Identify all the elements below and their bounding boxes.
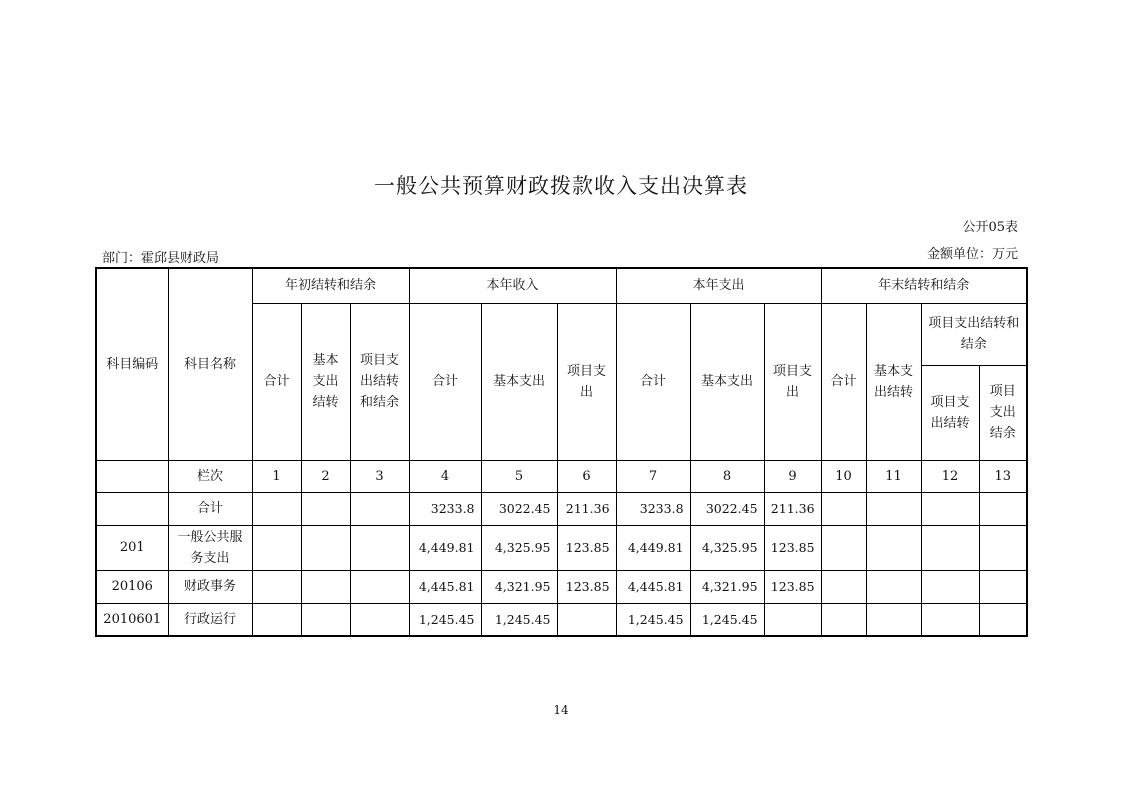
cell: 1,245.45 <box>481 603 557 636</box>
cell <box>866 525 921 570</box>
col-num: 8 <box>690 460 764 492</box>
col-num: 9 <box>764 460 821 492</box>
cell: 4,321.95 <box>481 570 557 603</box>
col-num: 3 <box>350 460 409 492</box>
h-closing-project-group: 项目支出结转和结余 <box>921 303 1027 365</box>
cell <box>252 570 301 603</box>
header-row-1 <box>96 268 1027 303</box>
header-group-closing: 年末结转和结余 <box>821 268 1027 303</box>
cell: 3233.8 <box>616 492 690 525</box>
department-label: 部门：霍邱县财政局 <box>102 251 220 266</box>
h-expense-total: 合计 <box>616 303 690 460</box>
cell <box>301 525 350 570</box>
cell <box>821 603 866 636</box>
cell <box>764 603 821 636</box>
cell: 3022.45 <box>481 492 557 525</box>
row-code: 20106 <box>96 570 168 603</box>
col-num: 13 <box>979 460 1027 492</box>
table-row <box>96 603 1027 636</box>
cell <box>252 492 301 525</box>
cell <box>921 570 979 603</box>
col-num: 4 <box>409 460 481 492</box>
cell <box>821 570 866 603</box>
col-num: 10 <box>821 460 866 492</box>
cell: 3233.8 <box>409 492 481 525</box>
budget-table <box>95 267 1028 637</box>
cell: 211.36 <box>557 492 616 525</box>
page-title: 一般公共预算财政拨款收入支出决算表 <box>374 174 748 198</box>
h-closing-project-balance: 项目支出结余 <box>979 365 1027 460</box>
h-income-project: 项目支出 <box>557 303 616 460</box>
col-num: 5 <box>481 460 557 492</box>
cell <box>866 570 921 603</box>
cell: 4,449.81 <box>409 525 481 570</box>
h-opening-project: 项目支出结转和结余 <box>350 303 409 460</box>
unit-label: 金额单位：万元 <box>926 247 1018 262</box>
cell: 4,325.95 <box>690 525 764 570</box>
cell <box>252 603 301 636</box>
cell: 1,245.45 <box>409 603 481 636</box>
cell: 211.36 <box>764 492 821 525</box>
cell: 4,449.81 <box>616 525 690 570</box>
cell <box>301 603 350 636</box>
cell <box>350 603 409 636</box>
row-name: 行政运行 <box>168 603 252 636</box>
header-group-expense: 本年支出 <box>616 268 821 303</box>
col-num: 1 <box>252 460 301 492</box>
cell <box>921 525 979 570</box>
cell: 1,245.45 <box>616 603 690 636</box>
header-group-income: 本年收入 <box>409 268 616 303</box>
cell <box>979 525 1027 570</box>
cell <box>979 603 1027 636</box>
col-num: 11 <box>866 460 921 492</box>
cell: 123.85 <box>764 570 821 603</box>
cell: 4,321.95 <box>690 570 764 603</box>
h-closing-total: 合计 <box>821 303 866 460</box>
cell: 123.85 <box>557 525 616 570</box>
cell <box>301 570 350 603</box>
cell <box>921 603 979 636</box>
h-income-basic: 基本支出 <box>481 303 557 460</box>
cell <box>921 492 979 525</box>
row-name: 合计 <box>168 492 252 525</box>
row-name: 一般公共服务支出 <box>168 525 252 570</box>
cell: 4,325.95 <box>481 525 557 570</box>
table-row <box>96 570 1027 603</box>
header-code: 科目编码 <box>96 268 168 460</box>
cell <box>866 492 921 525</box>
cell <box>350 570 409 603</box>
cell <box>350 492 409 525</box>
col-num: 6 <box>557 460 616 492</box>
col-num: 12 <box>921 460 979 492</box>
cell <box>979 492 1027 525</box>
cell <box>350 525 409 570</box>
col-num: 2 <box>301 460 350 492</box>
column-number-row <box>96 460 1027 492</box>
h-closing-basic: 基本支出结转 <box>866 303 921 460</box>
cell <box>557 603 616 636</box>
header-group-opening: 年初结转和结余 <box>252 268 409 303</box>
cell: 1,245.45 <box>690 603 764 636</box>
cell <box>866 603 921 636</box>
form-number: 公开05表 <box>962 220 1018 235</box>
header-name: 科目名称 <box>168 268 252 460</box>
cell <box>821 492 866 525</box>
h-opening-total: 合计 <box>252 303 301 460</box>
column-number-label: 栏次 <box>168 460 252 492</box>
cell: 4,445.81 <box>616 570 690 603</box>
table-row <box>96 492 1027 525</box>
cell: 123.85 <box>557 570 616 603</box>
cell <box>252 525 301 570</box>
row-code: 201 <box>96 525 168 570</box>
h-opening-basic: 基本支出结转 <box>301 303 350 460</box>
cell: 3022.45 <box>690 492 764 525</box>
cell <box>979 570 1027 603</box>
cell <box>821 525 866 570</box>
cell: 4,445.81 <box>409 570 481 603</box>
cell <box>301 492 350 525</box>
col-num: 7 <box>616 460 690 492</box>
table-row <box>96 525 1027 570</box>
h-income-total: 合计 <box>409 303 481 460</box>
cell: 123.85 <box>764 525 821 570</box>
row-code <box>96 492 168 525</box>
h-expense-project: 项目支出 <box>764 303 821 460</box>
row-code: 2010601 <box>96 603 168 636</box>
h-expense-basic: 基本支出 <box>690 303 764 460</box>
page-number: 14 <box>553 703 569 717</box>
h-closing-project-carry: 项目支出结转 <box>921 365 979 460</box>
row-name: 财政事务 <box>168 570 252 603</box>
